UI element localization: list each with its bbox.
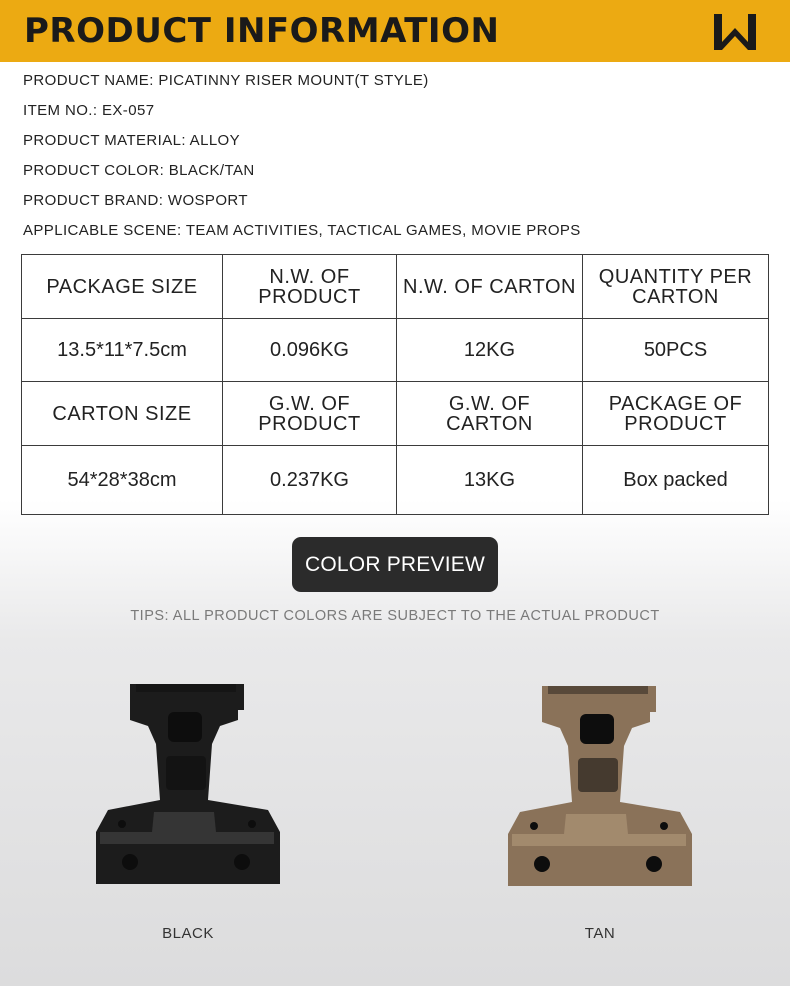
table-cell: 0.096KG — [223, 319, 397, 382]
info-product-name: PRODUCT NAME: PICATINNY RISER MOUNT(T STYLE) — [23, 72, 429, 89]
info-color: PRODUCT COLOR: BLACK/TAN — [23, 162, 255, 179]
table-header-cell: PACKAGE OF PRODUCT — [583, 382, 769, 446]
table-row — [22, 382, 769, 446]
info-item-no: ITEM NO.: EX-057 — [23, 102, 155, 119]
table-header-cell: N.W. OF CARTON — [397, 255, 583, 319]
product-label-black: BLACK — [162, 925, 214, 942]
product-image-tan — [504, 684, 694, 889]
info-material: PRODUCT MATERIAL: ALLOY — [23, 132, 241, 149]
table-header-cell: PACKAGE SIZE — [22, 255, 223, 319]
table-header-cell: CARTON SIZE — [22, 382, 223, 446]
table-cell: 54*28*38cm — [22, 446, 223, 515]
table-header-cell: N.W. OF PRODUCT — [223, 255, 397, 319]
table-cell: 13KG — [397, 446, 583, 515]
info-scene: APPLICABLE SCENE: TEAM ACTIVITIES, TACTICAL GAMES, MOVIE PROPS — [23, 222, 581, 239]
table-header-cell: G.W. OF PRODUCT — [223, 382, 397, 446]
wosport-logo-icon — [712, 12, 758, 52]
riser-mount-black-image — [92, 682, 282, 887]
color-preview-button[interactable]: COLOR PREVIEW — [292, 537, 498, 592]
table-row — [22, 446, 769, 515]
product-label-tan: TAN — [584, 925, 616, 942]
riser-mount-tan-image — [504, 684, 694, 889]
spec-table — [21, 254, 769, 515]
table-row — [22, 319, 769, 382]
table-header-cell: G.W. OF CARTON — [397, 382, 583, 446]
table-cell: 0.237KG — [223, 446, 397, 515]
table-cell: 13.5*11*7.5cm — [22, 319, 223, 382]
page-title: PRODUCT INFORMATION — [24, 11, 500, 51]
product-info-list — [23, 66, 581, 246]
table-cell: 12KG — [397, 319, 583, 382]
table-cell: Box packed — [583, 446, 769, 515]
tips-text: TIPS: ALL PRODUCT COLORS ARE SUBJECT TO THE ACTUAL PRODUCT — [130, 608, 660, 624]
header-banner — [0, 0, 790, 62]
info-brand: PRODUCT BRAND: WOSPORT — [23, 192, 248, 209]
table-header-cell: QUANTITY PER CARTON — [583, 255, 769, 319]
table-row — [22, 255, 769, 319]
product-image-black — [92, 682, 282, 887]
table-cell: 50PCS — [583, 319, 769, 382]
